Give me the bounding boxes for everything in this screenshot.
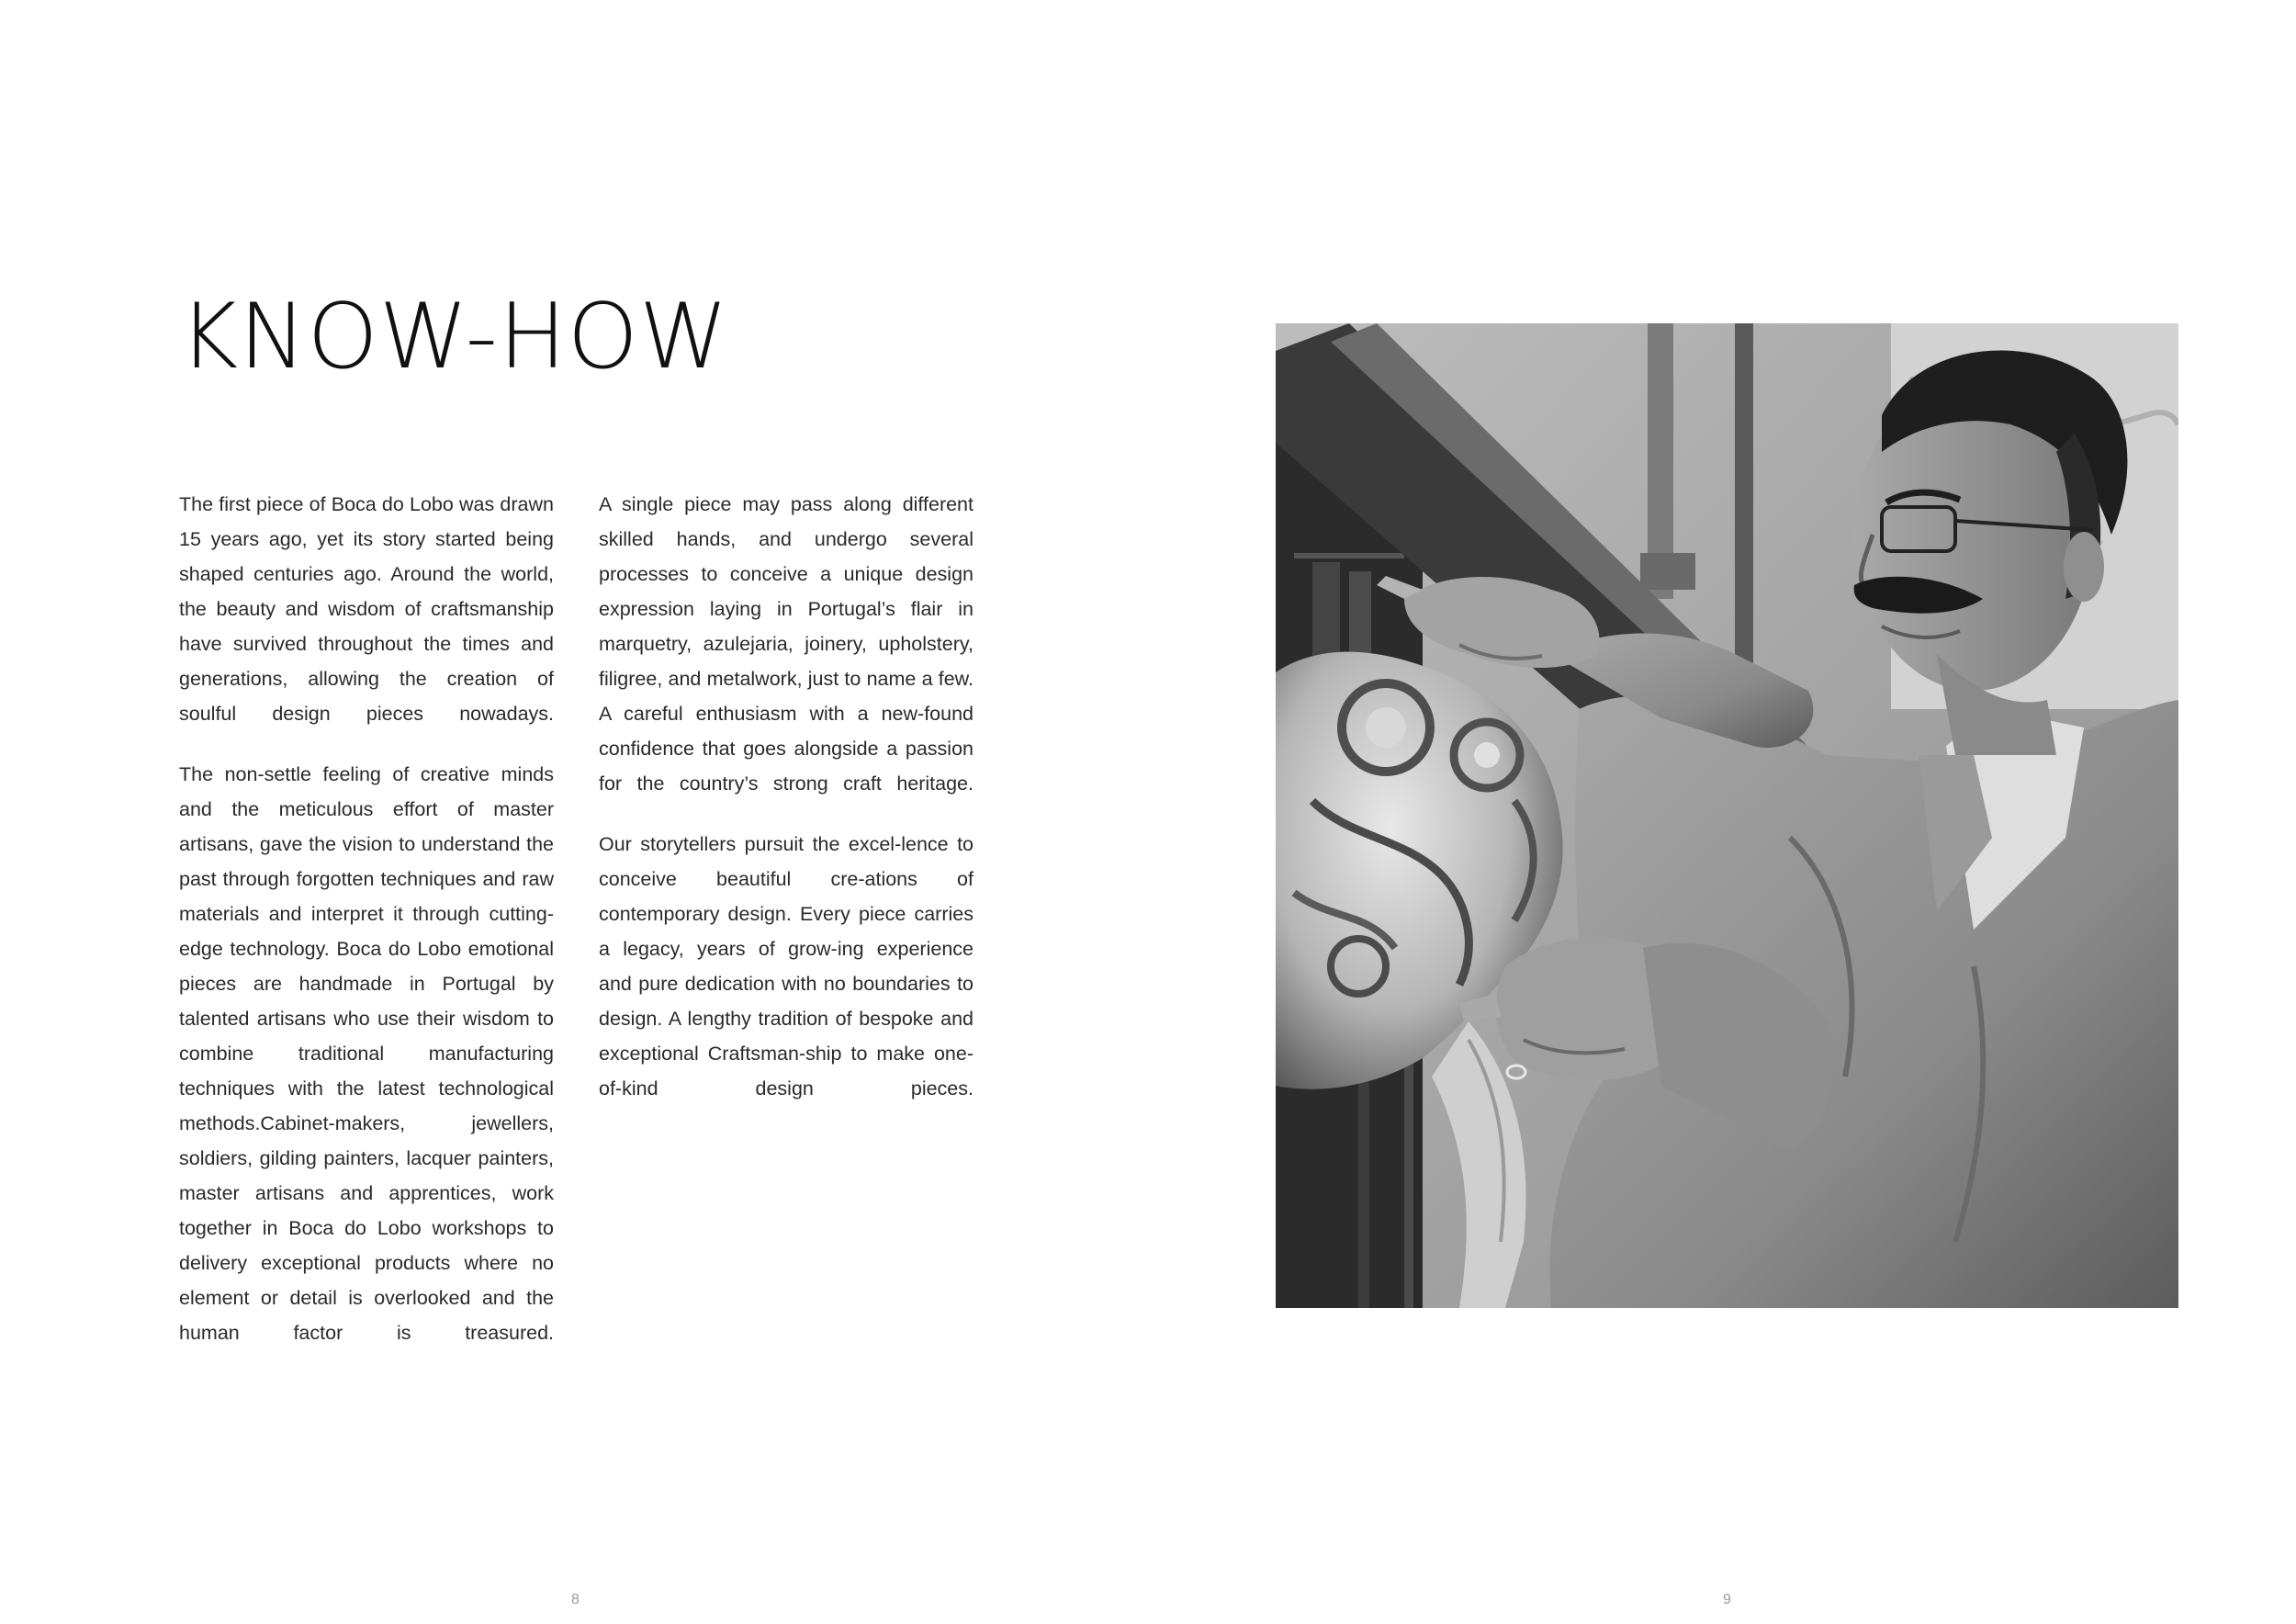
text-column-2 — [599, 487, 974, 1132]
page-number: 9 — [1723, 1592, 1731, 1607]
page-title: KNOW-HOW — [179, 285, 729, 389]
paragraph: Our storytellers pursuit the excel-lence to conceive beautiful cre-ations of contemporary design. Every piece carries a legacy, years of grow-ing experience and pure dedication with no boundaries to design. A lengthy tradition of bespoke and exceptional Craftsman-ship to make one-of-kind design pieces. — [599, 833, 974, 1100]
artisan-carving-illustration — [1276, 323, 2178, 1308]
text-column-1 — [179, 487, 554, 1376]
artisan-photo — [1276, 323, 2178, 1308]
paragraph: The first piece of Boca do Lobo was drawn 15 years ago, yet its story started being shaped centuries ago. Around the world, the beauty and wisdom of craftsmanship have survived throughout the times and generations, allowing the creation of soulful design pieces nowadays. — [179, 493, 554, 725]
right-page — [1148, 0, 2296, 1624]
paragraph: A single piece may pass along different skilled hands, and undergo several processes to conceive a unique design expression laying in Portugal’s flair in marquetry, azulejaria, joinery, upholstery, filigree, and metalwork, just to name a few. A careful enthusiasm with a new-found confidence that goes alongside a passion for the country’s strong craft heritage. — [599, 493, 974, 795]
page-number: 8 — [571, 1592, 580, 1607]
paragraph: The non-settle feeling of creative minds and the meticulous effort of master artisans, gave the vision to understand the past through forgotten techniques and raw materials and interpret it through cutting-edge technology. Boca do Lobo emotional pieces are handmade in Portugal by talented artisans who use their wisdom to combine traditional manufacturing techniques with the latest technological methods.Cabinet-makers, jewellers, soldiers, gilding painters, lacquer painters, master artisans and apprentices, work together in Boca do Lobo workshops to delivery exceptional products where no element or detail is overlooked and the human factor is treasured. — [179, 763, 554, 1344]
